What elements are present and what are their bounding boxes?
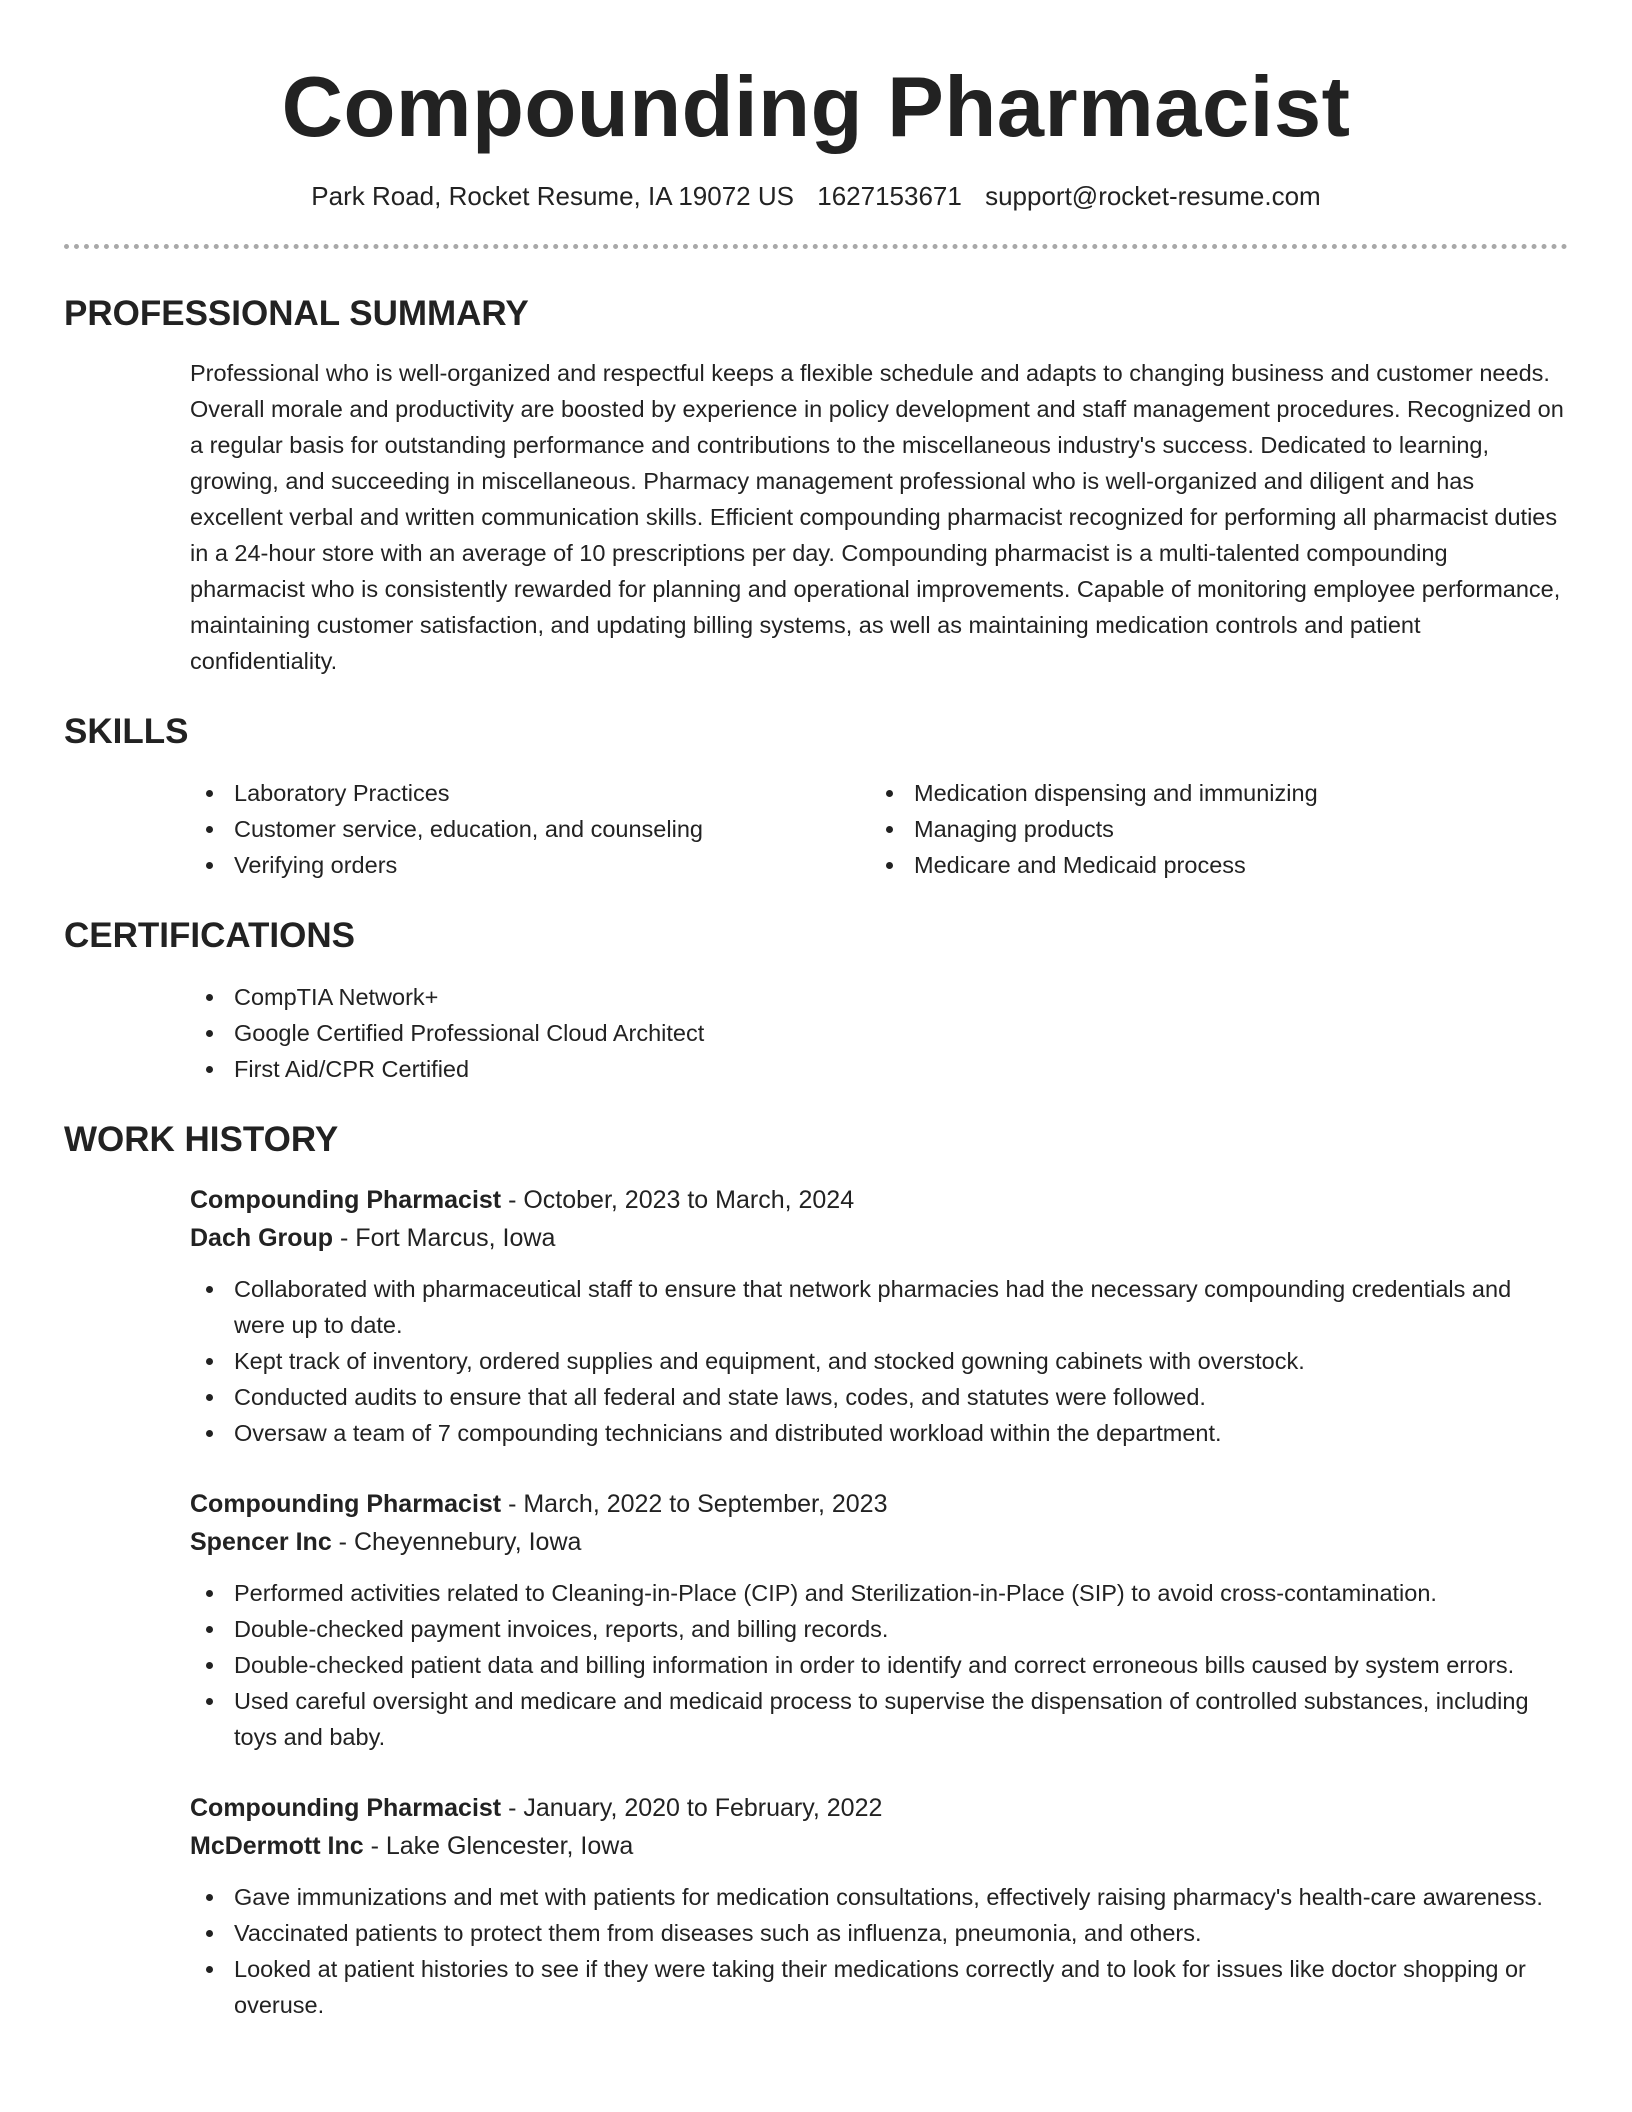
job-entry [190,1789,1568,2023]
job-bullet: Used careful oversight and medicare and medicaid process to supervise the dispensation of controlled substances, including toys and baby. [190,1683,1568,1755]
job-bullet: Vaccinated patients to protect them from diseases such as influenza, pneumonia, and others. [190,1915,1568,1951]
job-location: - Cheyennebury, Iowa [331,1528,582,1556]
skill-item: Laboratory Practices [190,775,870,811]
section-title-certifications: CERTIFICATIONS [64,916,356,955]
section-title-summary: PROFESSIONAL SUMMARY [64,294,529,333]
job-entry [190,1181,1568,1451]
skill-item: Customer service, education, and counseling [190,811,870,847]
certifications-list [190,979,1568,1087]
job-role: Compounding Pharmacist [190,1794,502,1822]
job-company: McDermott Inc [190,1832,364,1860]
job-company: Spencer Inc [190,1528,332,1556]
summary-text: Professional who is well-organized and respectful keeps a flexible schedule and adapts to changing business and customer needs. Overall morale and productivity are boosted by experience in policy development and staff management procedures. Recognized on a regular basis for outstanding performance and contributions to the miscellaneous industry's success. Dedicated to learning, growing, and succeeding in miscellaneous. Pharmacy management professional who is well-organized and diligent and has excellent verbal and written communication skills. Efficient compounding pharmacist recognized for performing all pharmacist duties in a 24-hour store with an average of 10 prescriptions per day. Compounding pharmacist is a multi-talented compounding pharmacist who is consistently rewarded for planning and operational improvements. Capable of monitoring employee performance, maintaining customer satisfaction, and updating billing systems, as well as maintaining medication controls and patient confidentiality. [190,360,1564,674]
resume-page [64,0,1568,2023]
certification-item: CompTIA Network+ [190,979,1568,1015]
job-bullet: Performed activities related to Cleaning-in-Place (CIP) and Sterilization-in-Place (SIP) to avoid cross-contamination. [190,1575,1568,1611]
header-divider [64,244,1568,249]
skills-list-left [190,775,870,883]
skill-item: Managing products [870,811,1550,847]
job-bullet: Conducted audits to ensure that all federal and state laws, codes, and statutes were followed. [190,1379,1568,1415]
job-title-line [190,1485,1568,1523]
job-role: Compounding Pharmacist [190,1490,502,1518]
contact-phone: 1627153671 [817,181,962,211]
job-dates: - March, 2022 to September, 2023 [501,1490,888,1518]
job-company: Dach Group [190,1224,334,1252]
contact-email: support@rocket-resume.com [985,181,1321,211]
job-bullets [190,1271,1568,1451]
job-bullet: Collaborated with pharmaceutical staff to ensure that network pharmacies had the necessary compounding credentials and were up to date. [190,1271,1568,1343]
job-bullet: Kept track of inventory, ordered supplies and equipment, and stocked gowning cabinets with overstock. [190,1343,1568,1379]
section-title-skills: SKILLS [64,712,189,751]
job-bullet: Gave immunizations and met with patients for medication consultations, effectively raising pharmacy's health-care awareness. [190,1879,1568,1915]
job-dates: - January, 2020 to February, 2022 [501,1794,883,1822]
job-bullet: Oversaw a team of 7 compounding technicians and distributed workload within the department. [190,1415,1568,1451]
job-bullet: Double-checked patient data and billing information in order to identify and correct erroneous bills caused by system errors. [190,1647,1568,1683]
job-company-line [190,1523,1568,1561]
job-company-line [190,1827,1568,1865]
contact-info [64,180,1568,212]
job-role: Compounding Pharmacist [190,1186,502,1214]
job-location: - Lake Glencester, Iowa [363,1832,634,1860]
skill-item: Medicare and Medicaid process [870,847,1550,883]
job-title-line [190,1181,1568,1219]
certification-item: First Aid/CPR Certified [190,1051,1568,1087]
skills-list-right [870,775,1550,883]
job-bullets [190,1879,1568,2023]
skill-item: Medication dispensing and immunizing [870,775,1550,811]
contact-address: Park Road, Rocket Resume, IA 19072 US [311,181,794,211]
candidate-name: Compounding Pharmacist [281,60,1351,155]
job-bullet: Double-checked payment invoices, reports, and billing records. [190,1611,1568,1647]
job-bullet: Looked at patient histories to see if they were taking their medications correctly and to look for issues like doctor shopping or overuse. [190,1951,1568,2023]
job-entry [190,1485,1568,1755]
skills-grid [190,775,1568,883]
skill-item: Verifying orders [190,847,870,883]
section-title-work-history: WORK HISTORY [64,1120,339,1159]
job-location: - Fort Marcus, Iowa [333,1224,556,1252]
job-dates: - October, 2023 to March, 2024 [501,1186,855,1214]
job-company-line [190,1219,1568,1257]
job-title-line [190,1789,1568,1827]
job-bullets [190,1575,1568,1755]
certification-item: Google Certified Professional Cloud Architect [190,1015,1568,1051]
